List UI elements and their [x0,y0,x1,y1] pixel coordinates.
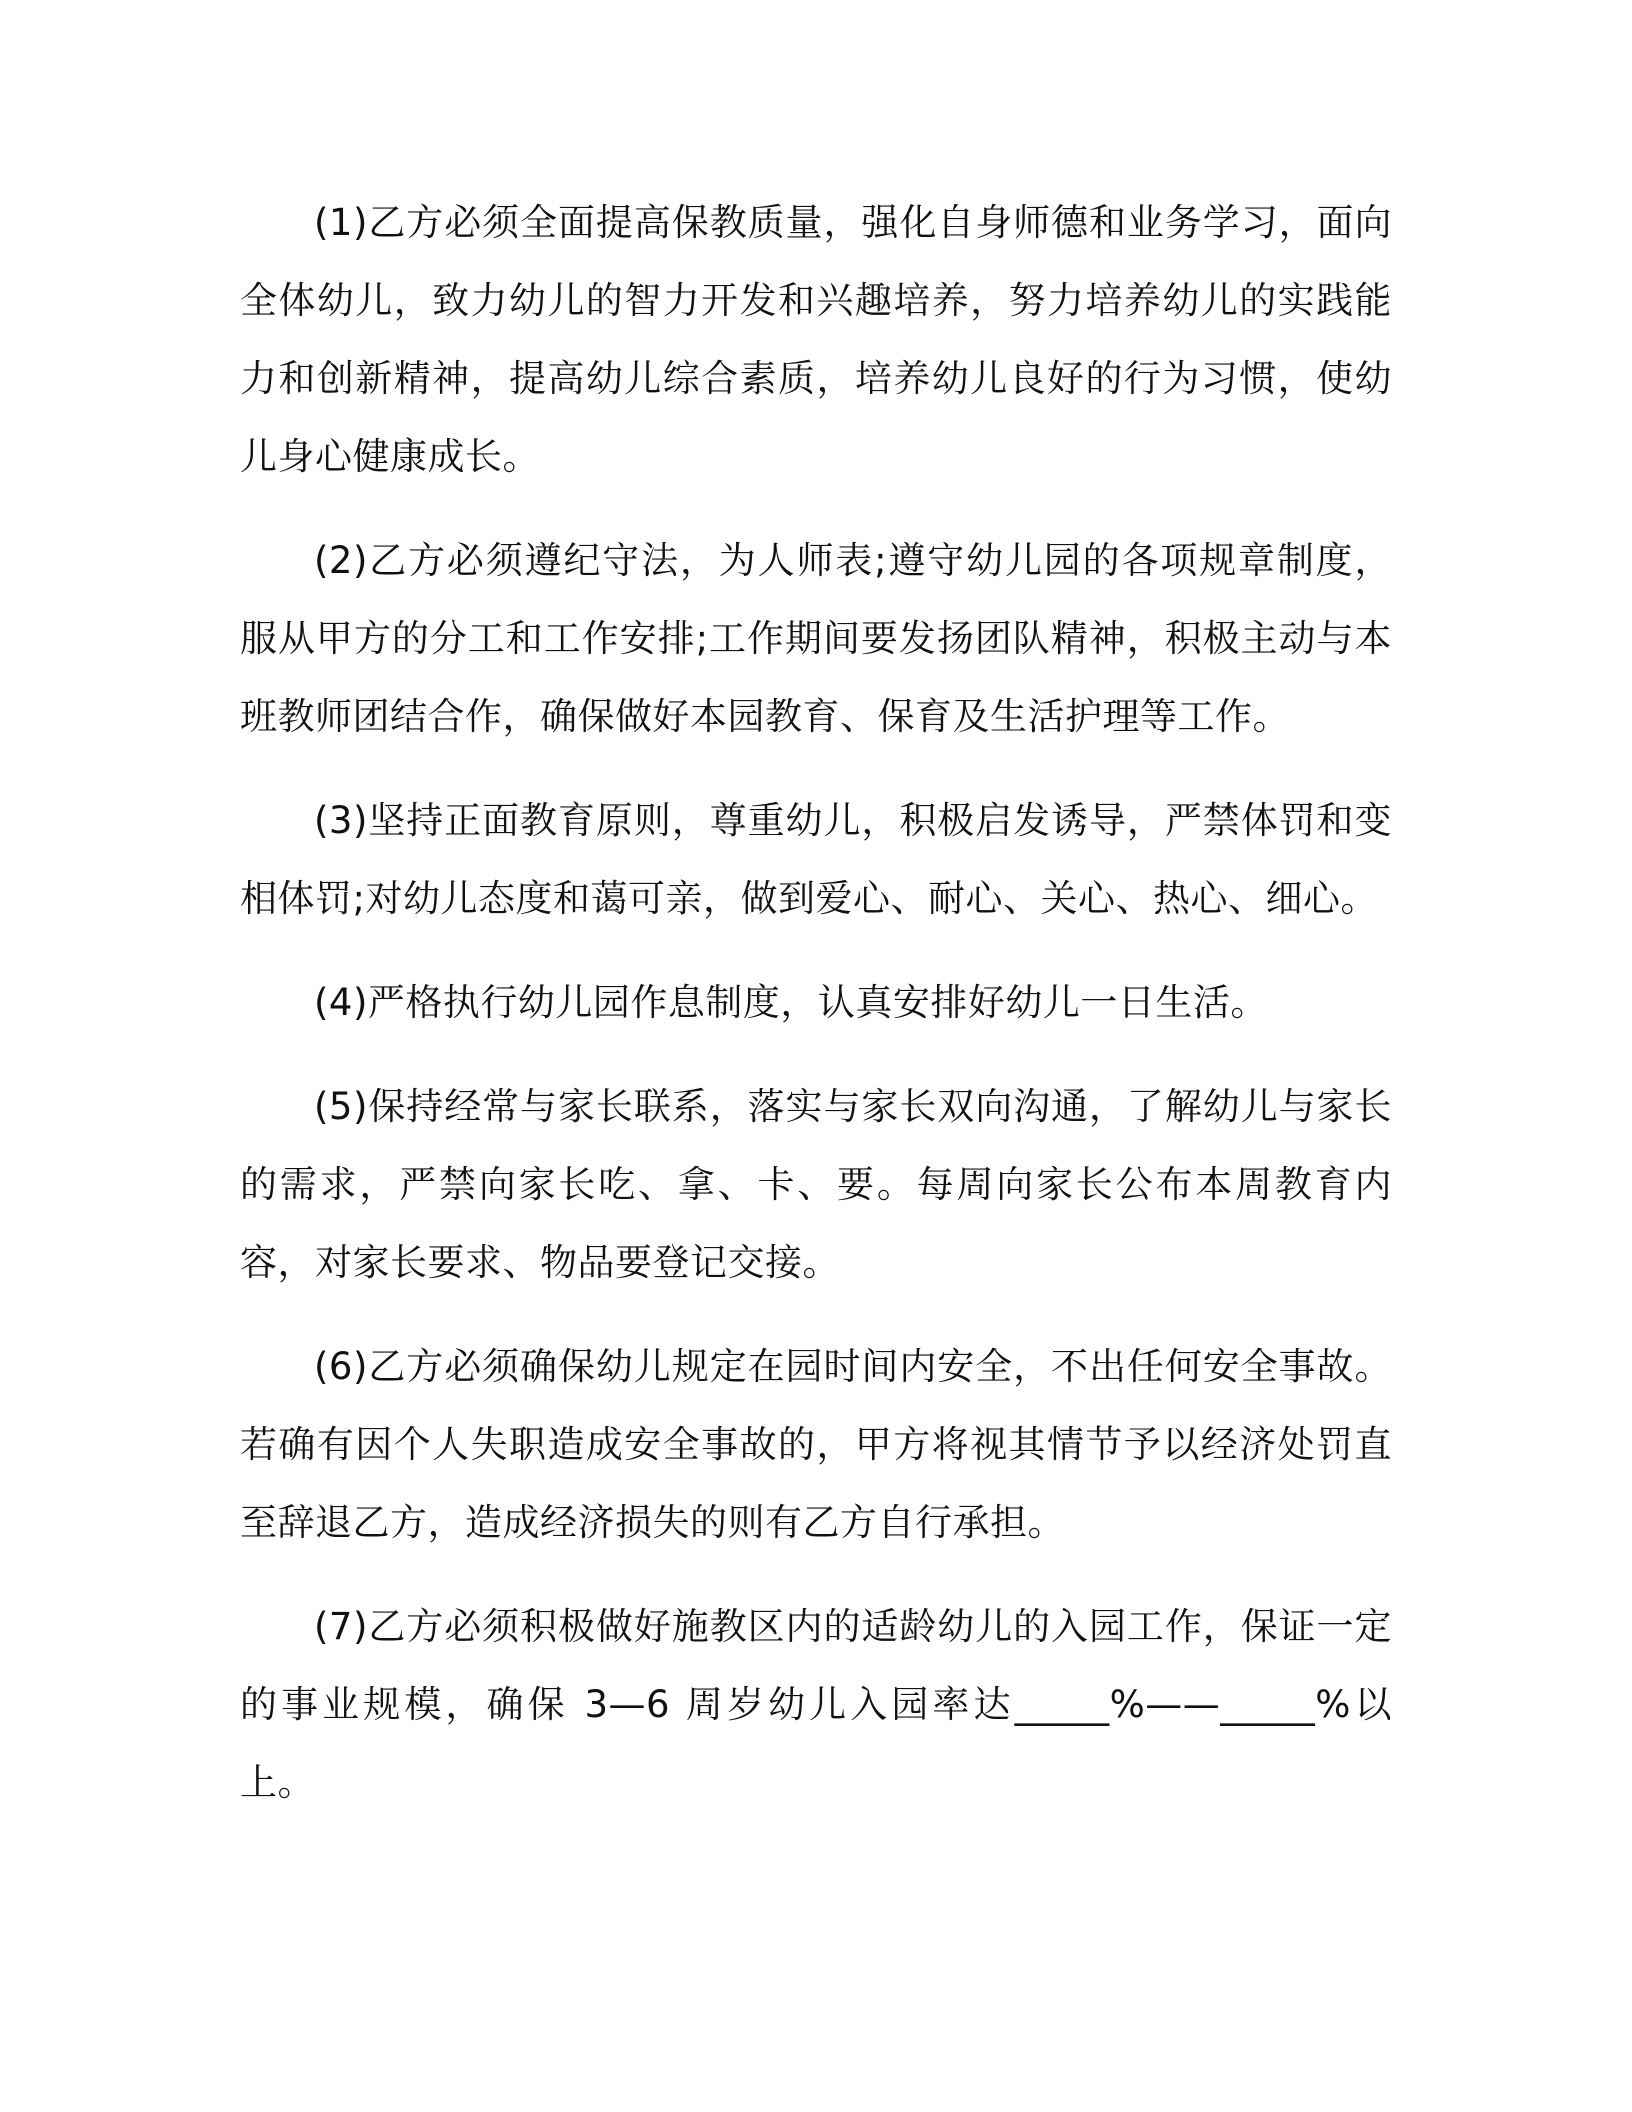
clause-1: (1)乙方必须全面提高保教质量，强化自身师德和业务学习，面向全体幼儿，致力幼儿的智力开发和兴趣培养，努力培养幼儿的实践能力和创新精神，提高幼儿综合素质，培养幼儿良好的行为习惯，使幼儿身心健康成长。 [240,201,1392,478]
clause-4: (4)严格执行幼儿园作息制度，认真安排好幼儿一日生活。 [314,981,1268,1024]
clause-6: (6)乙方必须确保幼儿规定在园时间内安全，不出任何安全事故。若确有因个人失职造成安全事故的，甲方将视其情节予以经济处罚直至辞退乙方，造成经济损失的则有乙方自行承担。 [240,1345,1392,1544]
document-body [240,184,1392,1848]
clause-5: (5)保持经常与家长联系，落实与家长双向沟通，了解幼儿与家长的需求，严禁向家长吃、拿、卡、要。每周向家长公布本周教育内容，对家长要求、物品要登记交接。 [240,1085,1392,1284]
clause-7: (7)乙方必须积极做好施教区内的适龄幼儿的入园工作，保证一定的事业规模，确保 3—6 周岁幼儿入园率达_____%——_____%以上。 [240,1605,1392,1804]
clause-2: (2)乙方必须遵纪守法，为人师表;遵守幼儿园的各项规章制度，服从甲方的分工和工作安排;工作期间要发扬团队精神，积极主动与本班教师团结合作，确保做好本园教育、保育及生活护理等工作。 [240,539,1392,738]
clause-3: (3)坚持正面教育原则，尊重幼儿，积极启发诱导，严禁体罚和变相体罚;对幼儿态度和蔼可亲，做到爱心、耐心、关心、热心、细心。 [240,799,1392,920]
